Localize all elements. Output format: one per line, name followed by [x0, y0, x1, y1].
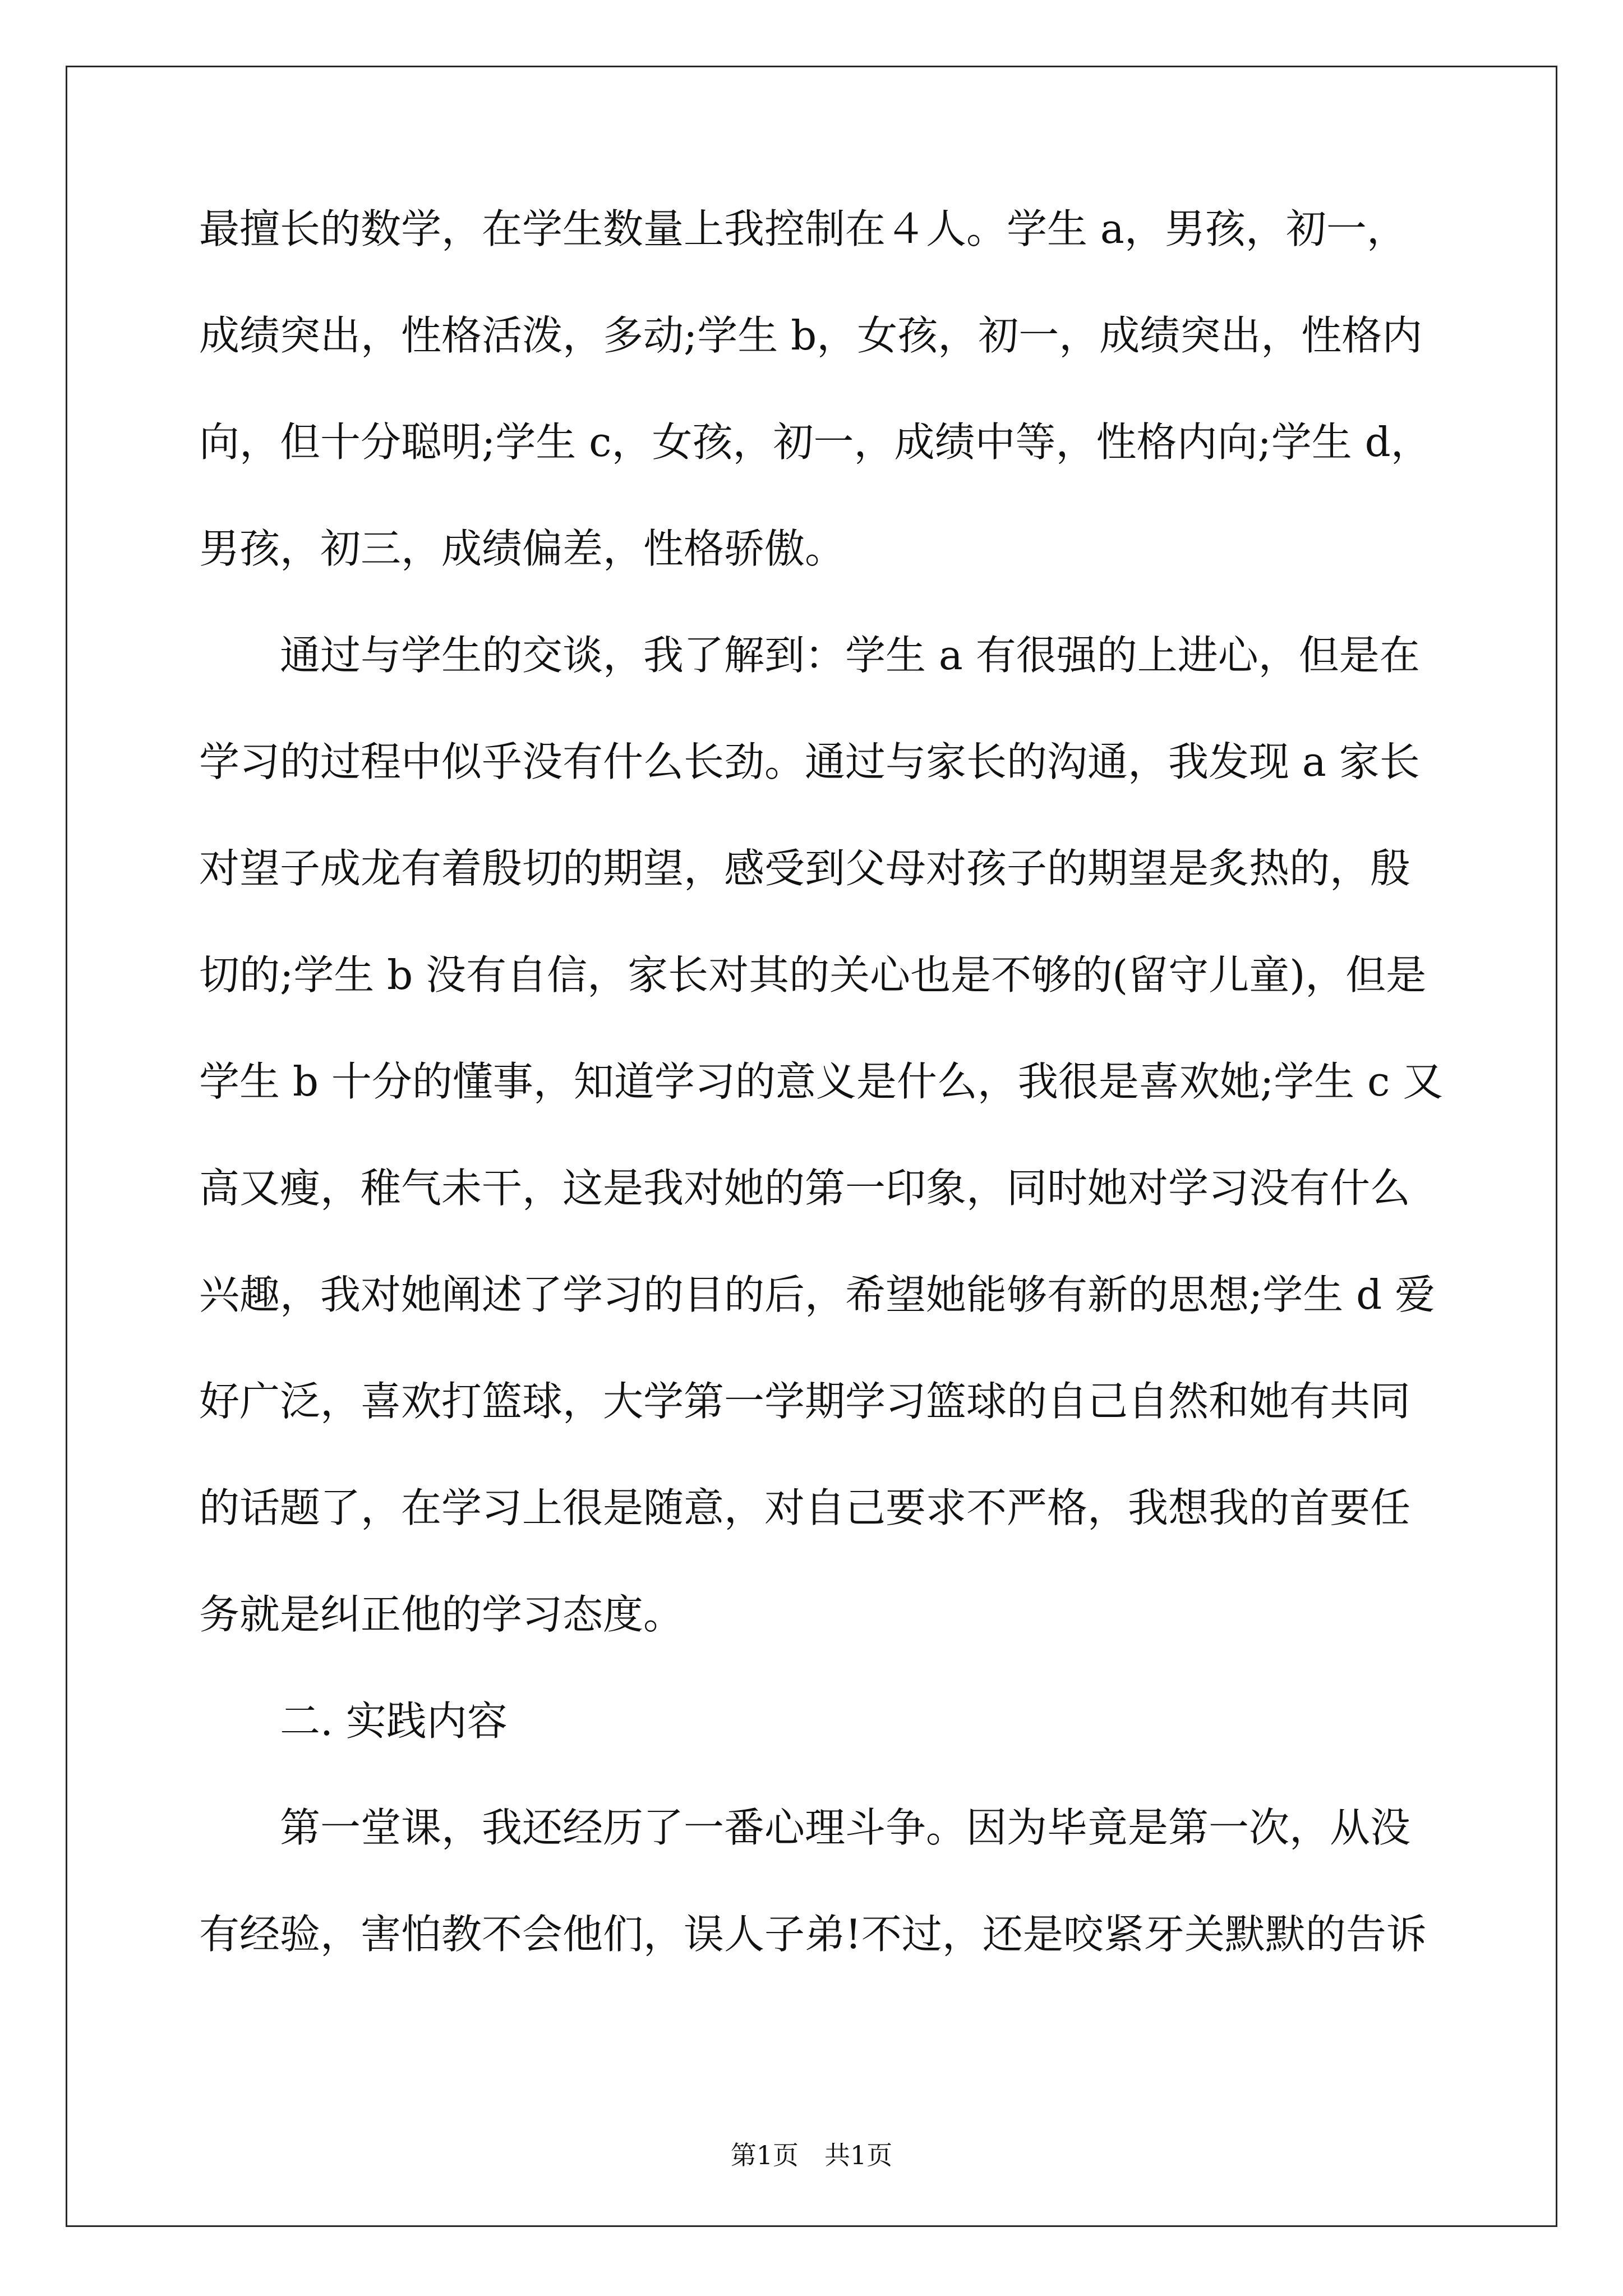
text-line: 成绩突出，性格活泼，多动;学生 b，女孩，初一，成绩突出，性格内: [199, 312, 1423, 359]
text-line: 最擅长的数学，在学生数量上我控制在４人。学生 a，男孩，初一，: [199, 205, 1407, 252]
text-line: 切的;学生 b 没有自信，家长对其的关心也是不够的(留守儿童)，但是: [199, 951, 1427, 999]
text-line: 学习的过程中似乎没有什么长劲。通过与家长的沟通，我发现 a 家长: [199, 738, 1420, 785]
text-line: 向，但十分聪明;学生 c，女孩，初一，成绩中等，性格内向;学生 d，: [199, 418, 1431, 466]
text-line: 的话题了，在学习上很是随意，对自己要求不严格，我想我的首要任: [199, 1484, 1411, 1531]
paragraph-first-line: 通过与学生的交谈，我了解到：学生 a 有很强的上进心，但是在: [280, 632, 1420, 679]
text-line: 务就是纠正他的学习态度。: [199, 1591, 684, 1638]
text-line: 有经验，害怕教不会他们，误人子弟!不过，还是咬紧牙关默默的告诉: [199, 1911, 1427, 1958]
page-footer: [0, 2138, 1623, 2172]
document-body: [199, 202, 1455, 2014]
text-line: 学生 b 十分的懂事，知道学习的意义是什么，我很是喜欢她;学生 c 又: [199, 1058, 1444, 1105]
text-line: 好广泛，喜欢打篮球，大学第一学期学习篮球的自己自然和她有共同: [199, 1378, 1411, 1425]
paragraph-first-line: 第一堂课，我还经历了一番心理斗争。因为毕竟是第一次，从没: [280, 1804, 1411, 1851]
text-line: 高又瘦，稚气未干，这是我对她的第一印象，同时她对学习没有什么: [199, 1165, 1411, 1212]
section-heading: 二. 实践内容: [280, 1697, 508, 1745]
text-line: 男孩，初三，成绩偏差，性格骄傲。: [199, 525, 846, 572]
text-line: 对望子成龙有着殷切的期望，感受到父母对孩子的期望是炙热的，殷: [199, 845, 1411, 892]
page-number: 第1页 共1页: [730, 2140, 893, 2170]
text-line: 兴趣，我对她阐述了学习的目的后，希望她能够有新的思想;学生 d 爱: [199, 1271, 1436, 1318]
